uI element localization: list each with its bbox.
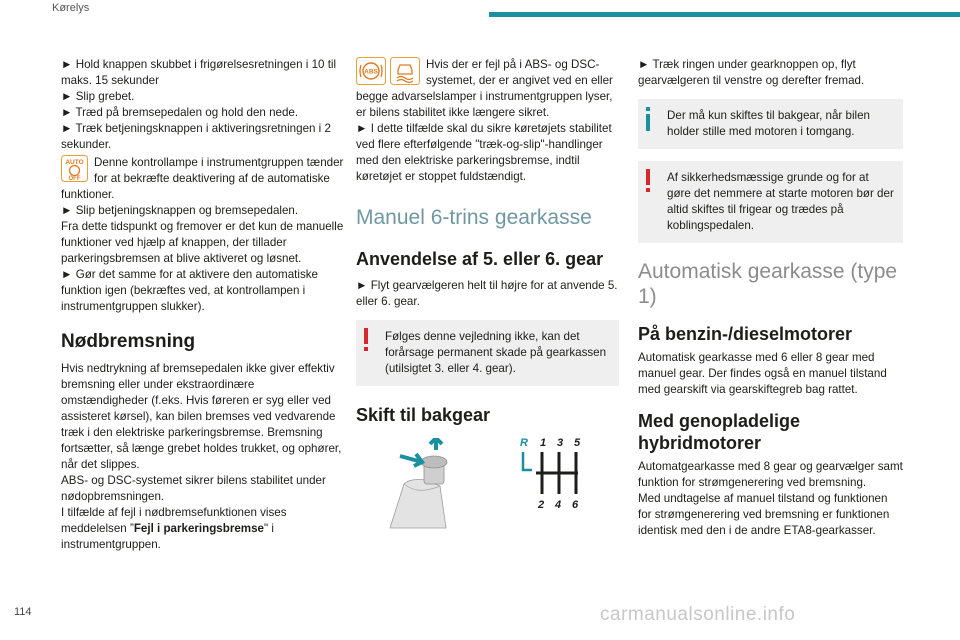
lamp-description: Denne kontrollampe i instrumentgruppen tænder for at bekræfte deaktivering af de automatiske funktioner. — [61, 156, 344, 201]
safety-warning-text: Af sikkerhedsmæssige grunde og for at gøre det nemmere at starte motoren bør der altid skiftes til frigear og trædes på koblingspedalen. — [667, 171, 894, 232]
hybrid-heading: Med genopladelige hybridmotorer — [638, 411, 801, 453]
auto-off-warning-lamp-icon — [61, 155, 88, 182]
emergency-heading: Nødbremsning — [61, 331, 196, 352]
gear-5-label: 5 — [574, 437, 581, 449]
dsc-warning-lamp-icon — [390, 57, 420, 85]
watermark: carmanualsonline.info — [600, 604, 796, 625]
fault-message-post: " i instrumentgruppen. — [61, 522, 274, 551]
manual-functions-text: Fra dette tidspunkt og fremover er det kun de manuelle funktioner ved hjælp af knappen, der tillader parkeringsbremsen at blive aktiveret og løsnet. — [61, 220, 344, 265]
step-pull-button: ► Træk betjeningsknappen i aktiveringsretningen i 2 sekunder. — [61, 121, 344, 153]
gear-2-label: 2 — [538, 499, 545, 511]
column-1 — [61, 57, 344, 553]
reverse-gear-illustration — [356, 436, 619, 528]
page-number: 114 — [14, 606, 32, 618]
abs-dsc-paragraph: ABS- og DSC-systemet sikrer bilens stabilitet under nødopbremsningen. — [61, 474, 326, 503]
abs-dsc-block — [356, 57, 619, 121]
column-2 — [356, 57, 619, 528]
step-release-lever: ► Slip grebet. — [61, 89, 344, 105]
manual-gearbox-heading: Manuel 6-trins gearkasse — [356, 206, 592, 229]
gear-4-label: 4 — [555, 499, 562, 511]
gear-pattern-diagram — [514, 436, 584, 514]
abs-fault-text: Hvis der er fejl på i ABS- og DSC-systemet, der er angivet ved en eller begge advarselslamper i instrumentgruppen lyser, er bilens stabilitet ikke længere sikret. — [356, 58, 613, 119]
gearbox-warning-text: Følges denne vejledning ikke, kan det forårsage permanent skade på gearkassen (utilsigtet 3. eller 4. gear). — [385, 330, 607, 375]
gear-r-label: R — [520, 437, 528, 449]
reverse-ring-instruction: ► Træk ringen under gearknoppen op, flyt gearvælgeren til venstre og derefter fremad. — [638, 57, 903, 89]
fault-message-pre: I tilfælde af fejl i nødbremsefunktionen vises meddelelsen ” — [61, 506, 287, 535]
info-icon — [646, 107, 650, 131]
reverse-gear-heading: Skift til bakgear — [356, 405, 491, 425]
section-title: Kørelys — [52, 2, 90, 14]
abs-warning-lamp-icon — [356, 57, 386, 85]
petrol-diesel-text: Automatisk gearkasse med 6 eller 8 gear med manuel gear. Der findes også en manuel tilstand med gearskift via gearskiftegreb bag rattet. — [638, 351, 887, 396]
fault-message-paragraph — [61, 505, 344, 553]
emergency-paragraph: Hvis nedtrykning af bremsepedalen ikke giver effektiv bremsning eller under ekstraordinære omstændigheder (f.eks. Hvis føreren er syg eller ved assisteret kørsel), kan bilen bremses ved vedvarende træk i den elektriske parkeringsbremse. Bremsning fortsætter, så længe grebet holdes trukket, og ophører, når det slippes. — [61, 362, 342, 471]
reverse-info-box — [638, 99, 903, 149]
safety-warning-box — [638, 161, 903, 243]
pull-release-instruction: ► I dette tilfælde skal du sikre køretøjets stabilitet ved flere efterfølgende "træk-og-slip"-handlinger med den elektriske parkeringsbremse, indtil køretøjet er stoppet fuldstændigt. — [356, 121, 619, 185]
step-hold-button: ► Hold knappen skubbet i frigørelsesretningen i 10 til maks. 15 sekunder — [61, 57, 344, 89]
step-release-control: ► Slip betjeningsknappen og bremsepedalen. — [61, 203, 344, 219]
auto-off-lamp-block — [61, 155, 344, 203]
reverse-info-text: Der må kun skiftes til bakgear, når bilen holder stille med motoren i tomgang. — [667, 109, 870, 138]
gearbox-warning-box — [356, 320, 619, 386]
gear-5-6-instruction: ► Flyt gearvælgeren helt til højre for at anvende 5. eller 6. gear. — [356, 278, 619, 310]
fault-message-bold: Fejl i parkeringsbremse — [133, 522, 264, 535]
gear-lever-image — [370, 438, 480, 530]
step-press-brake: ► Træd på bremsepedalen og hold den nede. — [61, 105, 344, 121]
hybrid-text-2: Med undtagelse af manuel tilstand og funktionen for strømgenerering ved bremsning er funktionen identisk med den i de andre ETA8-gearkasser. — [638, 492, 890, 537]
header-accent-bar — [489, 12, 960, 17]
warning-exclamation-icon — [364, 328, 368, 352]
gear-6-label: 6 — [572, 499, 579, 511]
step-reactivate: ► Gør det samme for at aktivere den automatiske funktion igen (bekræftes ved, at kontrollampen i instrumentgruppen slukker). — [61, 267, 344, 315]
hybrid-text-1: Automatgearkasse med 8 gear og gearvælger samt funktion for strømgenerering ved bremsning. — [638, 460, 903, 489]
off-label: OFF — [68, 176, 81, 182]
gear-3-label: 3 — [557, 437, 564, 449]
svg-text:ABS: ABS — [364, 68, 378, 76]
column-3 — [638, 57, 903, 539]
auto-label: AUTO — [65, 159, 84, 166]
safety-exclamation-icon — [646, 169, 650, 193]
automatic-gearbox-heading: Automatisk gearkasse (type 1) — [638, 260, 898, 308]
gear-5-6-heading: Anvendelse af 5. eller 6. gear — [356, 249, 604, 269]
petrol-diesel-heading: På benzin-/dieselmotorer — [638, 324, 853, 344]
gear-1-label: 1 — [540, 437, 547, 449]
